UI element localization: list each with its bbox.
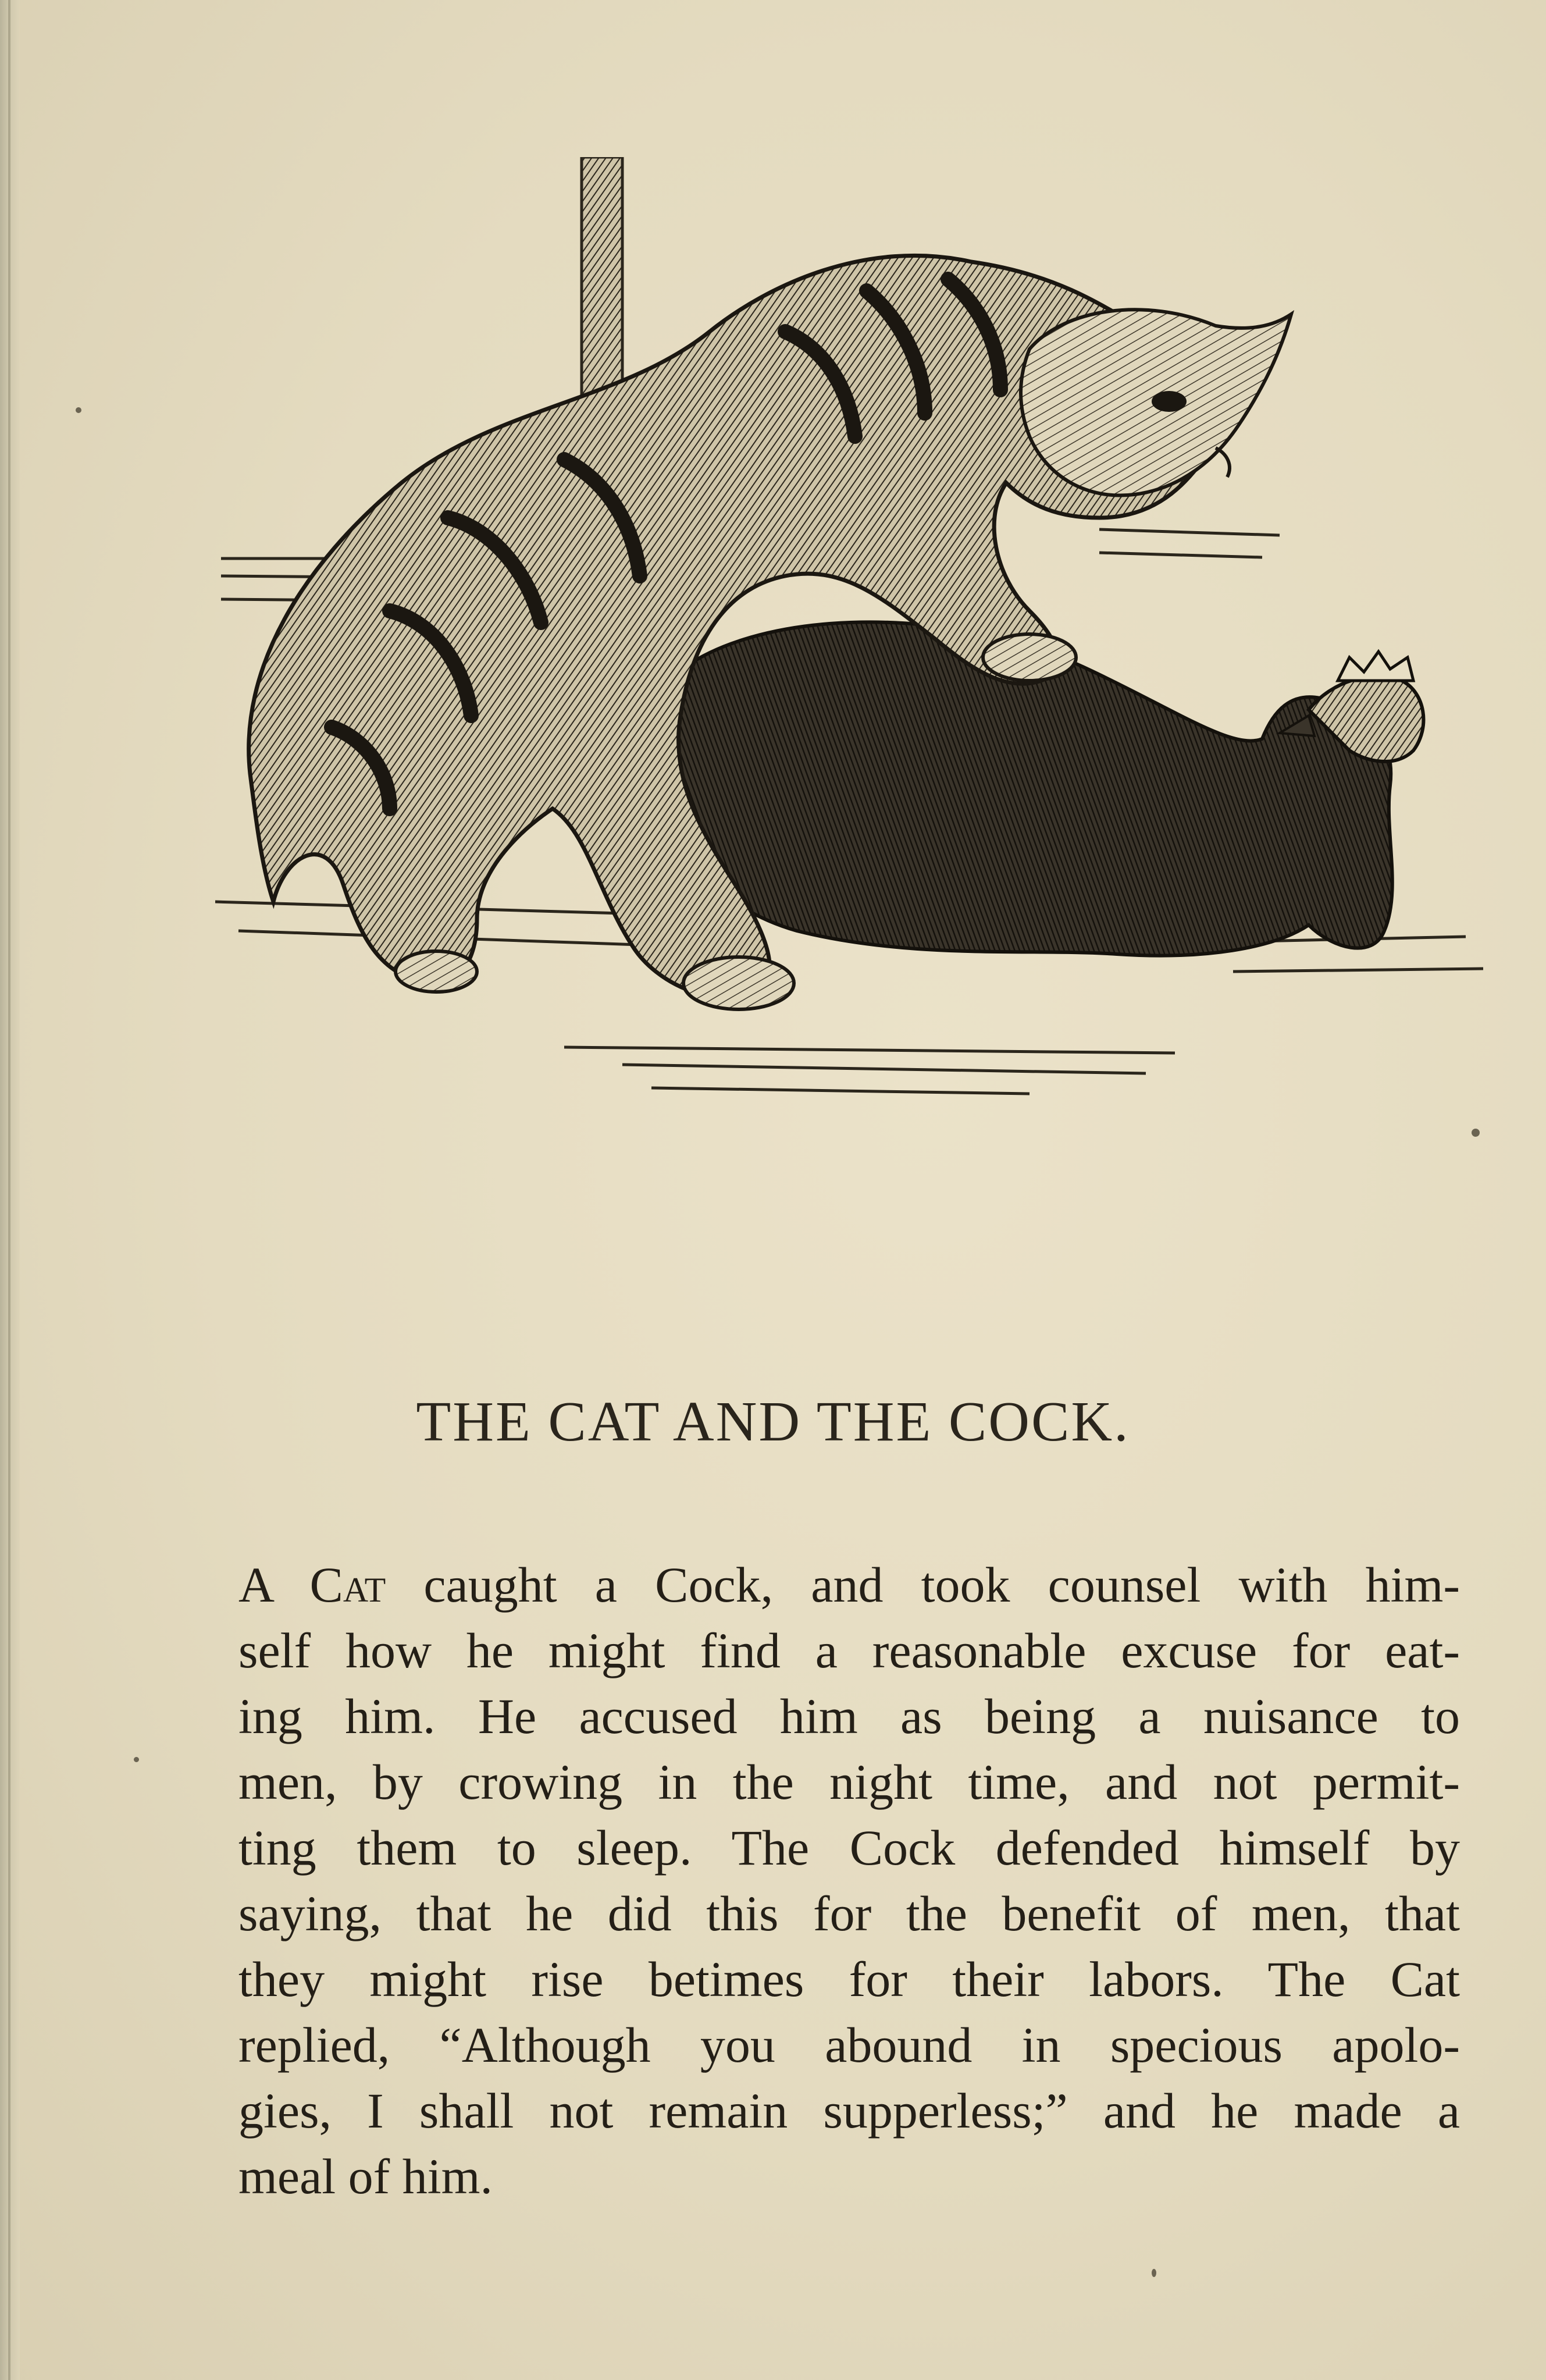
cat-front-paw — [983, 634, 1076, 681]
paper-speck — [76, 407, 81, 413]
paper-speck — [134, 1757, 139, 1762]
cock-comb — [1338, 652, 1413, 681]
cat-eye — [1152, 391, 1187, 412]
line-1-rest: caught a Cock, and took counsel with him- — [386, 1557, 1460, 1613]
body-line-7: they might rise betimes for their labors. The Cat — [238, 1951, 1460, 2007]
cat-and-cock-engraving — [215, 157, 1495, 1169]
body-line-9: gies, I shall not remain supperless;” and he made a — [238, 2083, 1460, 2139]
body-line-3: ing him. He accused him as being a nuisance to — [238, 1688, 1460, 1744]
body-line-5: ting them to sleep. The Cock defended himself by — [238, 1820, 1460, 1876]
body-line-2: self how he might find a reasonable excuse for eat- — [238, 1623, 1460, 1678]
spine-shadow-line — [8, 0, 10, 2380]
body-line-10: meal of him. — [238, 2148, 493, 2204]
paper-speck — [1472, 1129, 1480, 1137]
engraving-svg — [215, 157, 1495, 1169]
cat-hind-paw — [683, 957, 794, 1009]
paper-speck — [1152, 2269, 1156, 2277]
book-spine-edge — [0, 0, 20, 2380]
cat-rear-paw — [396, 951, 477, 992]
body-line-4: men, by crowing in the night time, and not permit- — [238, 1754, 1460, 1810]
body-line-6: saying, that he did this for the benefit of men, that — [238, 1885, 1460, 1941]
first-word: A — [238, 1557, 272, 1613]
body-line-8: replied, “Although you abound in specious apolo- — [238, 2017, 1460, 2073]
fable-body — [238, 1552, 1460, 2210]
body-line-1 — [238, 1552, 1460, 1618]
first-smallcaps-word: Cat — [309, 1557, 386, 1613]
fable-title: THE CAT AND THE COCK. — [416, 1390, 1130, 1453]
